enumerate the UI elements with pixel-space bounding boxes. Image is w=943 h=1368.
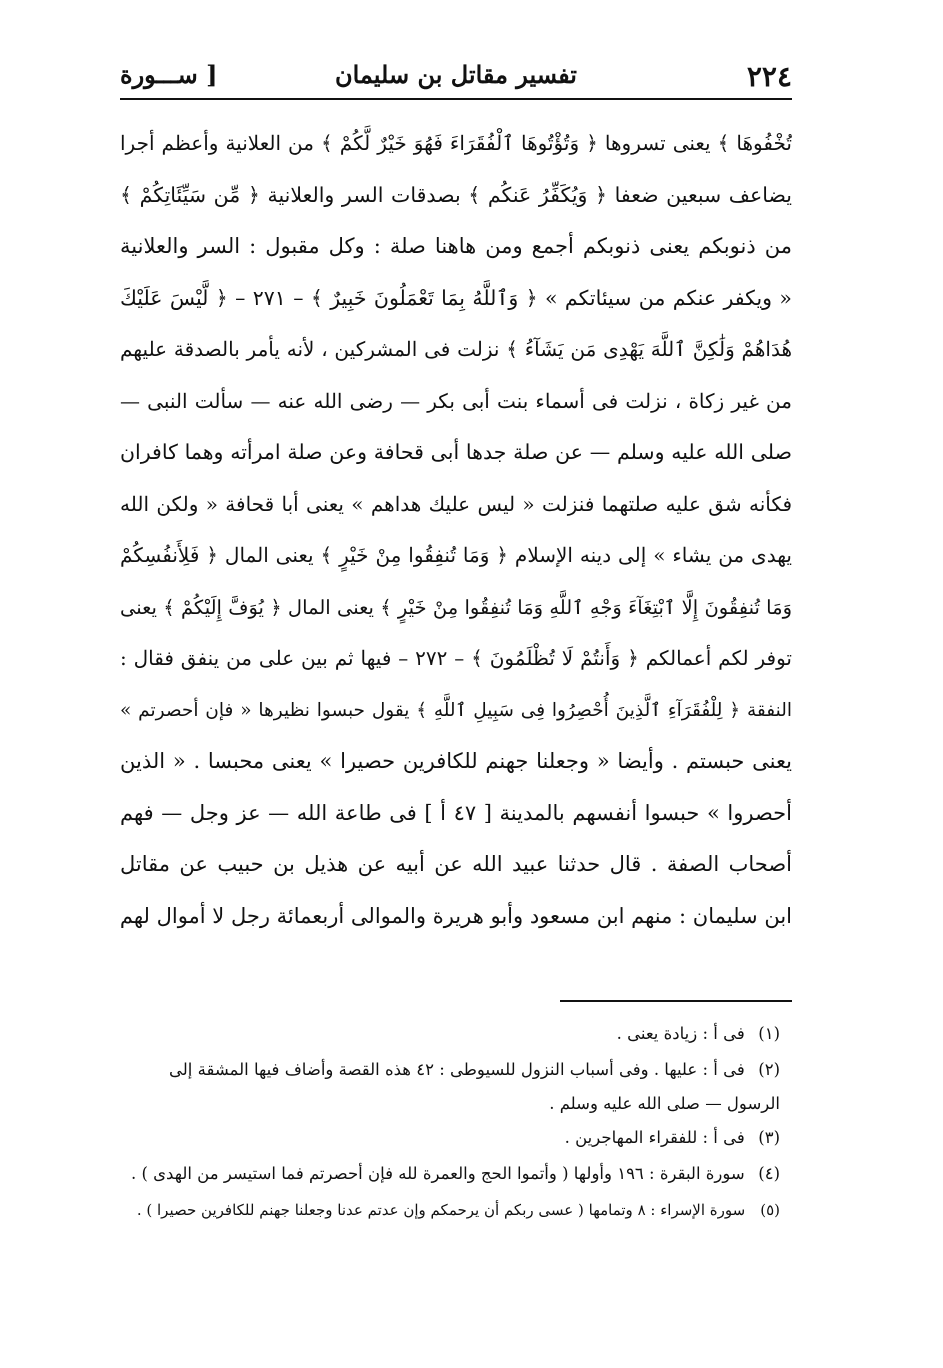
text-line: « ويكفر عنكم من سيئاتكم » ﴿ وَٱللَّهُ بِمَا تَعْمَلُونَ خَبِيرٌ ﴾ – ٢٧١ – ﴿ لَّيْسَ عَلَيْكَ [120, 285, 792, 310]
text-line: فكأنه شق عليه صلتهما فنزلت « ليس عليك هداهم » يعنى أبا قحافة « ولكن الله [120, 491, 792, 516]
footnote-continuation [120, 1088, 780, 1120]
footnote-text: فى أ : للفقراء المهاجرين . [564, 1128, 745, 1147]
text-line: صلى الله عليه وسلم — عن صلة جدها أبى قحافة وعن صلة امرأته وهما كافران [120, 440, 792, 464]
footnote-divider [560, 1000, 792, 1002]
text-line: يهدى من يشاء » إلى دينه الإسلام ﴿ وَمَا تُنفِقُوا مِنْ خَيْرٍ ﴾ يعنى المال ﴿ فَلِأَنفُسِكُمْ [120, 543, 792, 567]
text-line: من ذنوبكم يعنى ذنوبكم أجمع ومن هاهنا صلة : وكل مقبول : السر والعلانية [120, 234, 792, 258]
main-text [120, 118, 792, 942]
footnote [120, 1120, 780, 1156]
footnote-text: فى أ : عليها . وفى أسباب النزول للسيوطى : ٤٢ هذه القصة وأضاف فيها المشقة إلى [169, 1060, 745, 1079]
footnote-number: (٢) [758, 1060, 780, 1079]
page-header [120, 52, 792, 100]
text-line: أصحاب الصفة . قال حدثنا عبيد الله عن أبيه عن هذيل بن حبيب عن مقاتل [120, 852, 792, 876]
footnote-number: (١) [758, 1024, 780, 1043]
footnote-number: (٣) [758, 1128, 780, 1147]
text-line: أحصروا » حبسوا أنفسهم بالمدينة [ ٤٧ أ ] فى طاعة الله — عز وجل — فهم [120, 800, 792, 825]
text-line: ابن سليمان : منهم ابن مسعود وأبو هريرة والموالى أربعمائة رجل لا أموال لهم [120, 903, 792, 928]
text-line: النفقة ﴿ لِلْفُقَرَآءِ ٱلَّذِينَ أُحْصِرُوا فِى سَبِيلِ ٱللَّهِ ﴾ يقول حبسوا نظيرها « فإن أحصرتم » [120, 699, 792, 721]
footnote-text: سورة البقرة : ١٩٦ وأولها ( وأتموا الحج والعمرة لله فإن أحصرتم فما استيسر من الهدى ) . [130, 1164, 745, 1183]
footnote-text: فى أ : زيادة يعنى . [616, 1024, 745, 1043]
text-line: تُخْفُوهَا ﴾ يعنى تسروها ﴿ وَتُؤْتُوهَا ٱلْفُقَرَاءَ فَهُوَ خَيْرٌ لَّكُمْ ﴾ من العلانية وأعظم أجرا [120, 131, 792, 155]
footnote [120, 1192, 780, 1228]
page-number: ٢٢٤ [746, 60, 792, 93]
footnote-text: سورة الإسراء : ٨ وتمامها ( عسى ربكم أن يرحمكم وإن عدتم عدنا وجعلنا جهنم للكافرين حصيرا ) . [136, 1201, 746, 1219]
footnote-number: (٥) [760, 1201, 780, 1219]
text-line: يعنى حبستم . وأيضا « وجعلنا جهنم للكافرين حصيرا » يعنى محبسا . « الذين [120, 749, 792, 773]
text-line: هُدَاهُمْ وَلَٰكِنَّ ٱللَّهَ يَهْدِى مَن يَشَآءُ ﴾ نزلت فى المشركين ، لأنه يأمر بالصدقة عليهم [120, 337, 792, 361]
section-label: [ ســـورة [120, 60, 218, 89]
text-line: يضاعف سبعين ضعفا ﴿ وَيُكَفِّرُ عَنكُم ﴾ بصدقات السر والعلانية ﴿ مِّن سَيِّئَاتِكُمْ ﴾ [120, 182, 792, 207]
footnotes [120, 1016, 780, 1228]
text-line: من غير زكاة ، نزلت فى أسماء بنت أبى بكر — رضى الله عنه — سألت النبى — [120, 388, 792, 413]
footnote [120, 1156, 780, 1192]
footnote-text: الرسول — صلى الله عليه وسلم . [549, 1094, 780, 1113]
footnote [120, 1052, 780, 1088]
text-line: وَمَا تُنفِقُونَ إِلَّا ٱبْتِغَآءَ وَجْهِ ٱللَّهِ وَمَا تُنفِقُوا مِنْ خَيْرٍ ﴾ يعنى المال ﴿ يُوَفَّ إِلَيْكُمْ ﴾ يعنى [120, 595, 792, 619]
running-title: تفسير مقاتل بن سليمان [334, 60, 577, 89]
text-line: توفر لكم أعمالكم ﴿ وَأَنتُمْ لَا تُظْلَمُونَ ﴾ – ٢٧٢ – فيها ثم بين على من ينفق فقال : [120, 646, 792, 670]
footnote-number: (٤) [758, 1164, 780, 1183]
footnote [120, 1016, 780, 1052]
